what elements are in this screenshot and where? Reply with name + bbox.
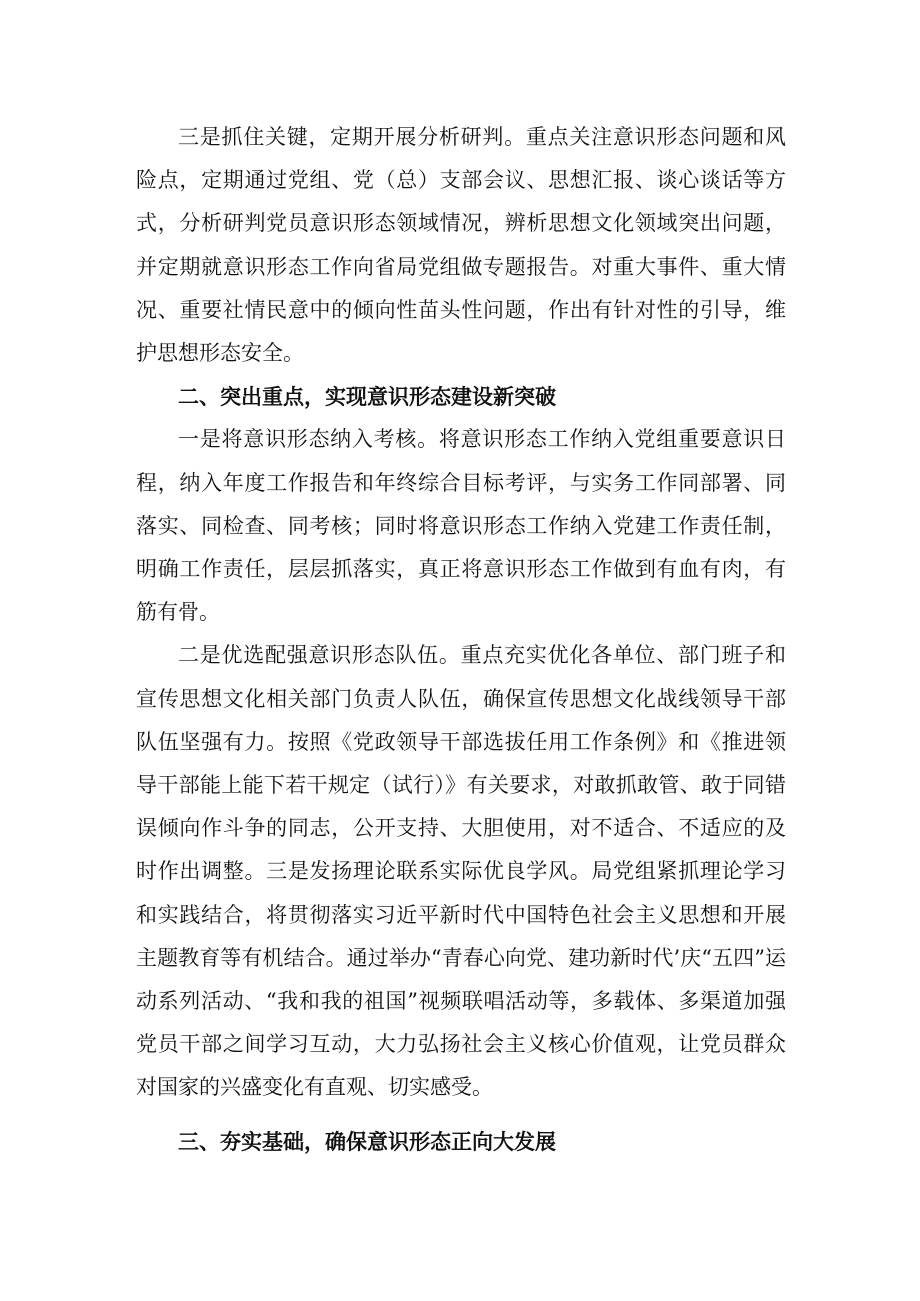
paragraph-assessment: 一是将意识形态纳入考核。将意识形态工作纳入党组重要意识日程，纳入年度工作报告和年终综合目标考评，与实务工作同部署、同落实、同检查、同考核；同时将意识形态工作纳入党建工作责任制，明确工作责任，层层抓落实，真正将意识形态工作做到有血有肉，有筋有骨。 xyxy=(136,427,786,625)
section-gap xyxy=(136,1110,786,1120)
section-heading-2: 二、突出重点，实现意识形态建设新突破 xyxy=(178,384,556,410)
section-heading-3: 三、夯实基础，确保意识形态正向大发展 xyxy=(178,1128,556,1154)
paragraph-analysis: 三是抓住关键，定期开展分析研判。重点关注意识形态问题和风险点，定期通过党组、党（总）支部会议、思想汇报、谈心谈话等方式，分析研判党员意识形态领域情况，辨析思想文化领域突出问题，并定期就意识形态工作向省局党组做专题报告。对重大事件、重大情况、重要社情民意中的倾向性苗头性问题，作出有针对性的引导，维护思想形态安全。 xyxy=(136,125,786,366)
paragraph-team: 二是优选配强意识形态队伍。重点充实优化各单位、部门班子和宣传思想文化相关部门负责人队伍，确保宣传思想文化战线领导干部队伍坚强有力。按照《党政领导干部选拔任用工作条例》和《推进领导干部能上能下若干规定（试行）》有关要求，对敢抓敢管、敢于同错误倾向作斗争的同志，公开支持、大胆使用，对不适合、不适应的及时作出调整。三是发扬理论联系实际优良学风。局党组紧抓理论学习和实践结合，将贯彻落实习近平新时代中国特色社会主义思想和开展主题教育等有机结合。通过举办“青春心向党、建功新时代’庆“五四”运动系列活动、“我和我的祖国”视频联唱活动等，多载体、多渠道加强党员干部之间学习互动，大力弘扬社会主义核心价值观，让党员群众对国家的兴盛变化有直观、切实感受。 xyxy=(136,643,786,1100)
document-page xyxy=(136,116,786,1163)
